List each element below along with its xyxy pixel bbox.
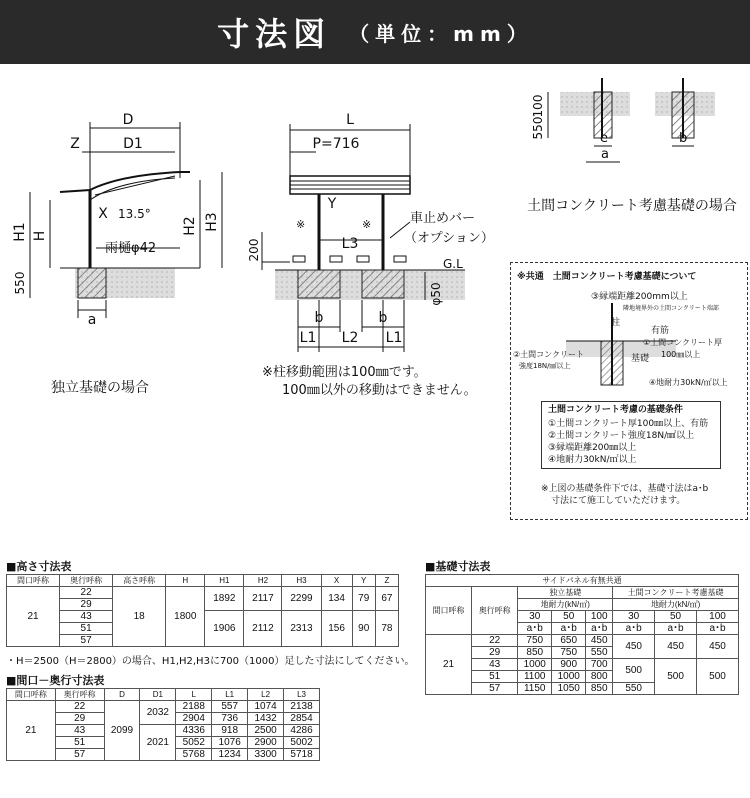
cell-H3-a: 2299 — [282, 587, 321, 611]
label-L1-right: L1 — [385, 330, 403, 346]
conditions-title: 土間コンクリート考慮の基礎条件 — [548, 405, 683, 415]
cell-okuyuki: 43 — [60, 611, 113, 623]
width-table-title: ■間口－奥行寸法表 — [6, 674, 105, 687]
cell-Y-b: 90 — [352, 611, 375, 647]
cell-con-30: 550 — [613, 683, 655, 695]
label-H: H — [32, 230, 48, 242]
cell-con-100: 500 — [697, 659, 739, 695]
th-p100: 100 — [697, 611, 739, 623]
info-base: 基礎 — [631, 354, 650, 364]
label-a: a — [87, 312, 97, 328]
cell-ind-100: 700 — [586, 659, 613, 671]
th-okuyuki: 奥行呼称 — [55, 689, 104, 701]
cell-maguchi: 21 — [7, 701, 56, 761]
info-post: 柱 — [611, 318, 621, 328]
note-no-other: 100㎜以外の移動はできません。 — [282, 383, 477, 398]
condition-4: ④地耐力30kN/㎡以上 — [548, 455, 637, 465]
th-H2: H2 — [244, 575, 282, 587]
label-550-right: 550 — [531, 116, 545, 140]
label-H1: H1 — [12, 222, 28, 242]
th-D1: D1 — [140, 689, 176, 701]
cell-maguchi: 21 — [7, 587, 60, 647]
cell-ind-100: 450 — [586, 635, 613, 647]
condition-1: ①土間コンクリート厚100㎜以上、有筋 — [548, 419, 709, 429]
condition-2: ②土間コンクリート強度18N/㎟以上 — [548, 431, 695, 441]
label-L3: L3 — [341, 236, 359, 252]
cell-L3: 2854 — [284, 713, 320, 725]
th-ab: a･b — [655, 623, 697, 635]
cell-okuyuki: 22 — [55, 701, 104, 713]
th-p100: 100 — [586, 611, 613, 623]
cell-D1-a: 2032 — [140, 701, 176, 725]
cell-okuyuki: 22 — [472, 635, 518, 647]
cell-L3: 5002 — [284, 737, 320, 749]
cell-ind-50: 750 — [552, 647, 586, 659]
label-GL: G.L — [443, 257, 463, 271]
th-bearing-1: 地耐力(kN/㎡) — [518, 599, 613, 611]
caption-independent: 独立基礎の場合 — [51, 380, 149, 396]
cell-ind-30: 1100 — [518, 671, 552, 683]
cell-L3: 5718 — [284, 749, 320, 761]
cell-con-30: 500 — [613, 659, 655, 683]
cell-D1-b: 2021 — [140, 725, 176, 761]
label-100: 100 — [531, 94, 545, 118]
cell-L: 4336 — [176, 725, 212, 737]
cell-okuyuki: 51 — [60, 623, 113, 635]
conditions-box — [541, 401, 721, 469]
th-p30: 30 — [518, 611, 552, 623]
th-concrete: 土間コンクリート考慮基礎 — [613, 587, 739, 599]
cell-L: 5052 — [176, 737, 212, 749]
cell-ind-30: 1150 — [518, 683, 552, 695]
cell-L1: 1234 — [212, 749, 248, 761]
height-table-title: ■高さ寸法表 — [6, 560, 72, 573]
label-550: 550 — [13, 271, 27, 295]
th-H: H — [166, 575, 205, 587]
concrete-foundation-info — [510, 262, 748, 520]
cell-H3-b: 2313 — [282, 611, 321, 647]
th-ab: a･b — [518, 623, 552, 635]
cell-Z-b: 78 — [375, 611, 398, 647]
cell-H2-a: 2117 — [244, 587, 282, 611]
height-note: ・H＝2500（H＝2800）の場合、H1,H2,H3に700（1000）足した寸法にしてください。 — [6, 656, 415, 667]
label-H2: H2 — [182, 216, 198, 236]
label-stopper: 車止めバー — [410, 211, 476, 226]
cell-con-50: 450 — [655, 635, 697, 659]
cell-L: 5768 — [176, 749, 212, 761]
cell-okuyuki: 57 — [60, 635, 113, 647]
caption-concrete: 土間コンクリート考慮基礎の場合 — [527, 198, 737, 214]
info-edge: ③縁端距離200mm以上 — [591, 292, 688, 302]
cell-L2: 2500 — [248, 725, 284, 737]
cell-L3: 4286 — [284, 725, 320, 737]
label-D: D — [122, 112, 134, 128]
cell-okuyuki: 29 — [472, 647, 518, 659]
th-ab: a･b — [552, 623, 586, 635]
cell-H1-b: 1906 — [205, 611, 244, 647]
foundation-table-title: ■基礎寸法表 — [425, 560, 491, 573]
cell-ind-100: 850 — [586, 683, 613, 695]
cell-L2: 3300 — [248, 749, 284, 761]
cell-ind-50: 1050 — [552, 683, 586, 695]
cell-ind-30: 750 — [518, 635, 552, 647]
th-H3: H3 — [282, 575, 321, 587]
label-Y: Y — [327, 196, 337, 212]
unit-label: （単位：mm） — [349, 21, 533, 46]
cell-L2: 1074 — [248, 701, 284, 713]
th-bearing-2: 地耐力(kN/㎡) — [613, 599, 739, 611]
th-takasa: 高さ呼称 — [113, 575, 166, 587]
height-table — [6, 574, 399, 647]
label-e: e — [600, 131, 608, 146]
th-maguchi: 間口呼称 — [7, 689, 56, 701]
th-L2: L2 — [248, 689, 284, 701]
condition-3: ③縁端距離200㎜以上 — [548, 443, 637, 453]
info-boundary: 隣地境界外の土間コンクリート端部 — [623, 305, 719, 312]
th-p50: 50 — [552, 611, 586, 623]
concrete-foundation-diagram — [548, 78, 715, 162]
page-header — [0, 0, 750, 64]
cell-okuyuki: 22 — [60, 587, 113, 599]
label-phi50: φ50 — [429, 282, 443, 306]
cell-D: 2099 — [104, 701, 140, 761]
info-foot-1: ※上図の基礎条件下では、基礎寸法はa･b — [541, 484, 709, 494]
th-L1: L1 — [212, 689, 248, 701]
th-ab: a･b — [613, 623, 655, 635]
cell-ind-100: 800 — [586, 671, 613, 683]
label-200: 200 — [247, 238, 261, 262]
cell-Z-a: 67 — [375, 587, 398, 611]
cell-ind-50: 650 — [552, 635, 586, 647]
cell-L1: 557 — [212, 701, 248, 713]
cell-X-a: 134 — [321, 587, 352, 611]
cell-ind-100: 550 — [586, 647, 613, 659]
th-Z: Z — [375, 575, 398, 587]
side-view-labels — [12, 112, 220, 396]
label-option: （オプション） — [404, 231, 494, 246]
note-post-range: ※柱移動範囲は100㎜です。 — [262, 365, 427, 380]
th-independent: 独立基礎 — [518, 587, 613, 599]
info-bearing: ④地耐力30kN/㎡以上 — [649, 378, 728, 387]
th-X: X — [321, 575, 352, 587]
th-okuyuki: 奥行呼称 — [472, 587, 518, 635]
label-gutter: 雨樋φ42 — [105, 241, 157, 256]
info-rebar: 有筋 — [651, 326, 670, 336]
label-angle: 13.5° — [118, 207, 151, 221]
info-foot-2: 寸法にて施工していただけます。 — [551, 496, 686, 506]
cell-ind-30: 850 — [518, 647, 552, 659]
cell-okuyuki: 57 — [472, 683, 518, 695]
cell-Y-a: 79 — [352, 587, 375, 611]
cell-ind-50: 900 — [552, 659, 586, 671]
cell-H: 1800 — [166, 587, 205, 647]
info-strength: ②土間コンクリート — [513, 350, 585, 359]
label-Z: Z — [70, 136, 80, 152]
th-L3: L3 — [284, 689, 320, 701]
th-Y: Y — [352, 575, 375, 587]
mark-1: ※ — [296, 218, 306, 231]
th-ab: a･b — [697, 623, 739, 635]
cell-okuyuki: 29 — [55, 713, 104, 725]
cell-L2: 2900 — [248, 737, 284, 749]
cell-L2: 1432 — [248, 713, 284, 725]
width-table — [6, 688, 320, 761]
label-X: X — [98, 206, 108, 222]
cell-okuyuki: 43 — [472, 659, 518, 671]
cell-con-100: 450 — [697, 635, 739, 659]
info-title: ※共通 土間コンクリート考慮基礎について — [517, 272, 697, 282]
th-common: サイドパネル有無共通 — [426, 575, 739, 587]
mark-2: ※ — [362, 218, 372, 231]
info-strength-val: 強度18N/㎟以上 — [519, 362, 571, 370]
cell-L1: 918 — [212, 725, 248, 737]
label-L: L — [346, 112, 354, 128]
label-a-right: a — [601, 147, 609, 162]
cell-L1: 1076 — [212, 737, 248, 749]
cell-okuyuki: 43 — [55, 725, 104, 737]
cell-L1: 736 — [212, 713, 248, 725]
th-p50: 50 — [655, 611, 697, 623]
th-okuyuki: 奥行呼称 — [60, 575, 113, 587]
label-L2: L2 — [341, 330, 359, 346]
label-H3: H3 — [204, 212, 220, 232]
label-b-right: b — [679, 131, 688, 146]
cell-okuyuki: 51 — [472, 671, 518, 683]
cell-okuyuki: 57 — [55, 749, 104, 761]
cell-L: 2188 — [176, 701, 212, 713]
th-maguchi: 間口呼称 — [7, 575, 60, 587]
foundation-table — [425, 574, 739, 695]
th-ab: a･b — [586, 623, 613, 635]
th-H1: H1 — [205, 575, 244, 587]
th-maguchi: 間口呼称 — [426, 587, 472, 635]
cell-okuyuki: 29 — [60, 599, 113, 611]
cell-ind-50: 1000 — [552, 671, 586, 683]
th-D: D — [104, 689, 140, 701]
cell-con-30: 450 — [613, 635, 655, 659]
label-L1-left: L1 — [299, 330, 317, 346]
th-p30: 30 — [613, 611, 655, 623]
cell-ind-30: 1000 — [518, 659, 552, 671]
info-thick: ①土間コンクリート厚 — [643, 338, 723, 347]
cell-maguchi: 21 — [426, 635, 472, 695]
page-title: 寸法図 — [217, 15, 332, 53]
cell-X-b: 156 — [321, 611, 352, 647]
label-P: P=716 — [312, 136, 360, 152]
label-b-1: b — [314, 310, 324, 326]
cell-H2-b: 2112 — [244, 611, 282, 647]
cell-L3: 2138 — [284, 701, 320, 713]
label-D1: D1 — [123, 136, 143, 152]
cell-con-50: 500 — [655, 659, 697, 695]
front-view-labels — [247, 112, 494, 398]
info-thick-val: 100㎜以上 — [661, 350, 701, 359]
cell-H1-a: 1892 — [205, 587, 244, 611]
cell-okuyuki: 51 — [55, 737, 104, 749]
cell-takasa: 18 — [113, 587, 166, 647]
cell-L: 2904 — [176, 713, 212, 725]
th-L: L — [176, 689, 212, 701]
label-b-2: b — [378, 310, 388, 326]
